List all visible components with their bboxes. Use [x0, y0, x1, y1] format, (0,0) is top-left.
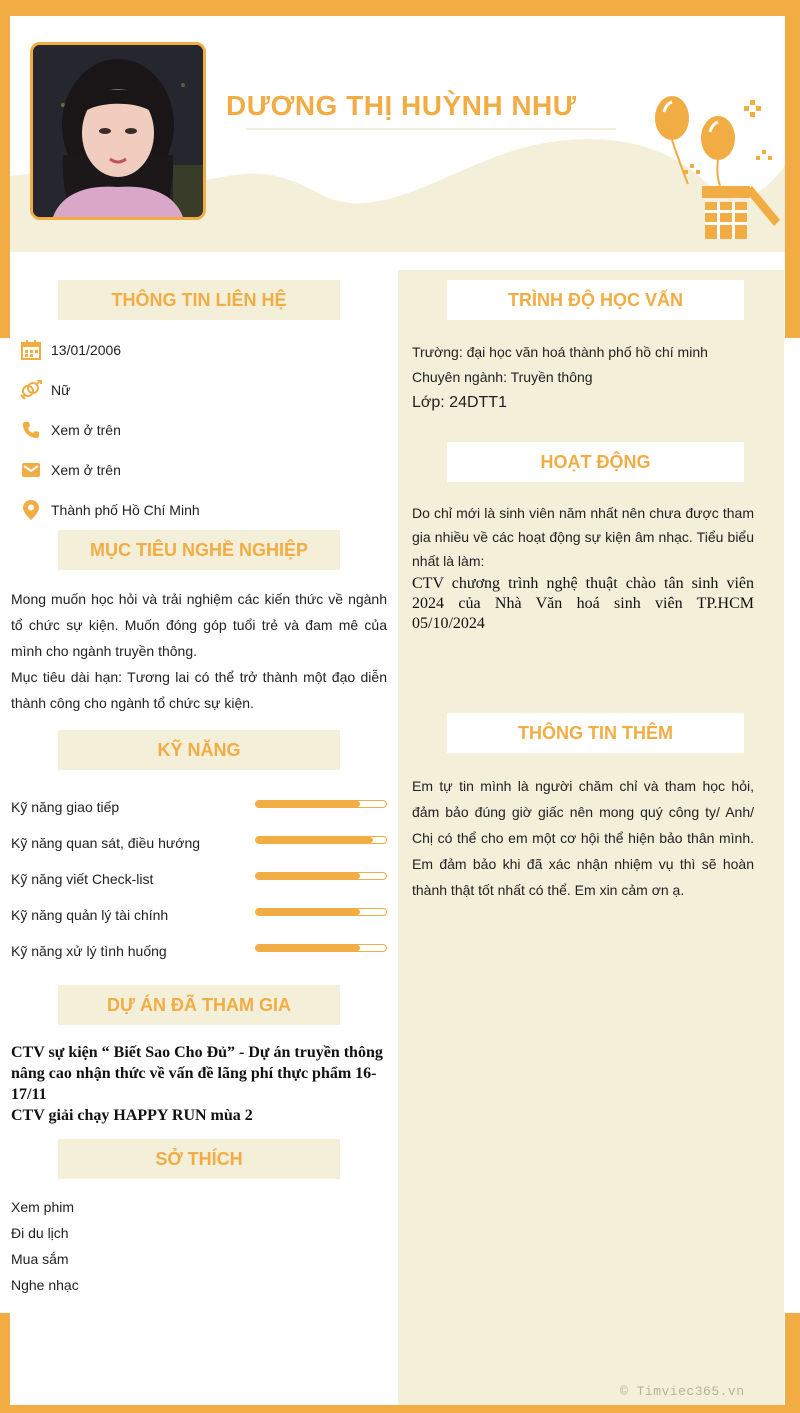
contact-email: [20, 458, 121, 482]
skill-progress-fill: [256, 909, 360, 915]
projects-title: DỰ ÁN ĐÃ THAM GIA: [58, 985, 340, 1025]
avatar: [30, 42, 206, 220]
skill-progress-bar: [255, 944, 387, 952]
activities-item: CTV chương trình nghệ thuật chào tân sinh viên 2024 của Nhà Văn hoá sinh viên TP.HCM 05/10/2024: [412, 575, 754, 632]
skill-label: Kỹ năng giao tiếp: [11, 799, 120, 815]
gender-value: Nữ: [51, 382, 71, 398]
skill-row: [11, 796, 387, 820]
frame-left-border: [0, 0, 10, 338]
education-school: Trường: đại học văn hoá thành phố hồ chí minh: [412, 344, 708, 360]
hobby-item: Xem phim: [11, 1199, 75, 1215]
skill-label: Kỹ năng viết Check-list: [11, 871, 154, 887]
skill-row: [11, 832, 387, 856]
contact-gender: [20, 378, 70, 402]
skill-label: Kỹ năng quản lý tài chính: [11, 907, 169, 923]
objective-paragraph-2: Mục tiêu dài hạn: Tương lai có thể trở thành một đạo diễn thành công cho ngành tổ chức sự kiện.: [11, 669, 387, 711]
skill-row: [11, 868, 387, 892]
calendar-icon: [20, 339, 42, 361]
skill-progress-bar: [255, 908, 387, 916]
frame-right-border-bottom: [785, 1313, 800, 1413]
objective-text: [11, 586, 387, 716]
more-info-title: THÔNG TIN THÊM: [447, 713, 744, 753]
email-value: Xem ở trên: [51, 462, 121, 478]
skill-progress-fill: [256, 945, 360, 951]
frame-top-border: [0, 0, 800, 16]
frame-left-border-bottom: [0, 1313, 10, 1413]
frame-bottom-border: [0, 1405, 800, 1413]
skill-row: [11, 904, 387, 928]
activities-title: HOẠT ĐỘNG: [447, 442, 744, 482]
contact-address: [20, 498, 200, 522]
hobby-item: Nghe nhạc: [11, 1277, 79, 1293]
hobby-item: Đi du lịch: [11, 1225, 69, 1241]
cv-header: [10, 16, 785, 252]
project-item-2: CTV giải chạy HAPPY RUN mùa 2: [11, 1107, 253, 1124]
education-title: TRÌNH ĐỘ HỌC VẤN: [447, 280, 744, 320]
skill-progress-bar: [255, 836, 387, 844]
gender-icon: [20, 379, 42, 401]
hobbies-title: SỞ THÍCH: [58, 1139, 340, 1179]
full-name: DƯƠNG THỊ HUỲNH NHƯ: [226, 90, 577, 121]
skill-progress-fill: [256, 837, 373, 843]
activities-intro: Do chỉ mới là sinh viên năm nhất nên chưa được tham gia nhiều về các hoạt động sự kiện âm nhạc. Tiểu biểu nhất là làm:: [412, 505, 754, 569]
hobby-item: Mua sắm: [11, 1251, 69, 1267]
skills-title: KỸ NĂNG: [58, 730, 340, 770]
contact-birthday: [20, 338, 121, 362]
projects-text: [11, 1042, 387, 1126]
skill-label: Kỹ năng quan sát, điều hướng: [11, 835, 201, 851]
watermark: © Timviec365.vn: [620, 1384, 745, 1399]
objective-paragraph-1: Mong muốn học hỏi và trải nghiệm các kiến thức về ngành tổ chức sự kiện. Muốn đóng góp tuổi trẻ và đam mê của mình cho ngành truyền thông.: [11, 591, 387, 659]
birthday-value: 13/01/2006: [51, 342, 122, 358]
name-underline: [246, 128, 616, 130]
skill-progress-bar: [255, 872, 387, 880]
skill-row: [11, 940, 387, 964]
skill-progress-fill: [256, 801, 360, 807]
project-item-1: CTV sự kiện “ Biết Sao Cho Đủ” - Dự án truyền thông nâng cao nhận thức về vấn đề lãng phí thực phẩm 16-17/11: [11, 1044, 383, 1103]
phone-value: Xem ở trên: [51, 422, 121, 438]
skill-progress-fill: [256, 873, 360, 879]
mail-icon: [20, 459, 42, 481]
balloon-gift-icon: [650, 94, 785, 239]
education-major: Chuyên ngành: Truyền thông: [412, 369, 593, 385]
address-value: Thành phố Hồ Chí Minh: [51, 502, 200, 518]
education-class: Lớp: 24DTT1: [412, 394, 507, 411]
skill-progress-bar: [255, 800, 387, 808]
frame-right-border: [785, 0, 800, 338]
contact-phone: [20, 418, 121, 442]
skill-label: Kỹ năng xử lý tình huống: [11, 943, 167, 959]
location-pin-icon: [20, 499, 42, 521]
contact-title: THÔNG TIN LIÊN HỆ: [58, 280, 340, 320]
objective-title: MỤC TIÊU NGHỀ NGHIỆP: [58, 530, 340, 570]
more-info-text: Em tự tin mình là người chăm chỉ và tham học hỏi, đảm bảo đúng giờ giấc nên mong quý công ty/ Anh/ Chị có thể cho em một cơ hội thể hiện bảo thân mình. Em đảm bảo khi đã xác nhận nhiệm vụ thì sẽ hoàn thành thật tốt nhất có thể. Em xin cảm ơn ạ.: [412, 778, 754, 898]
phone-icon: [20, 419, 42, 441]
